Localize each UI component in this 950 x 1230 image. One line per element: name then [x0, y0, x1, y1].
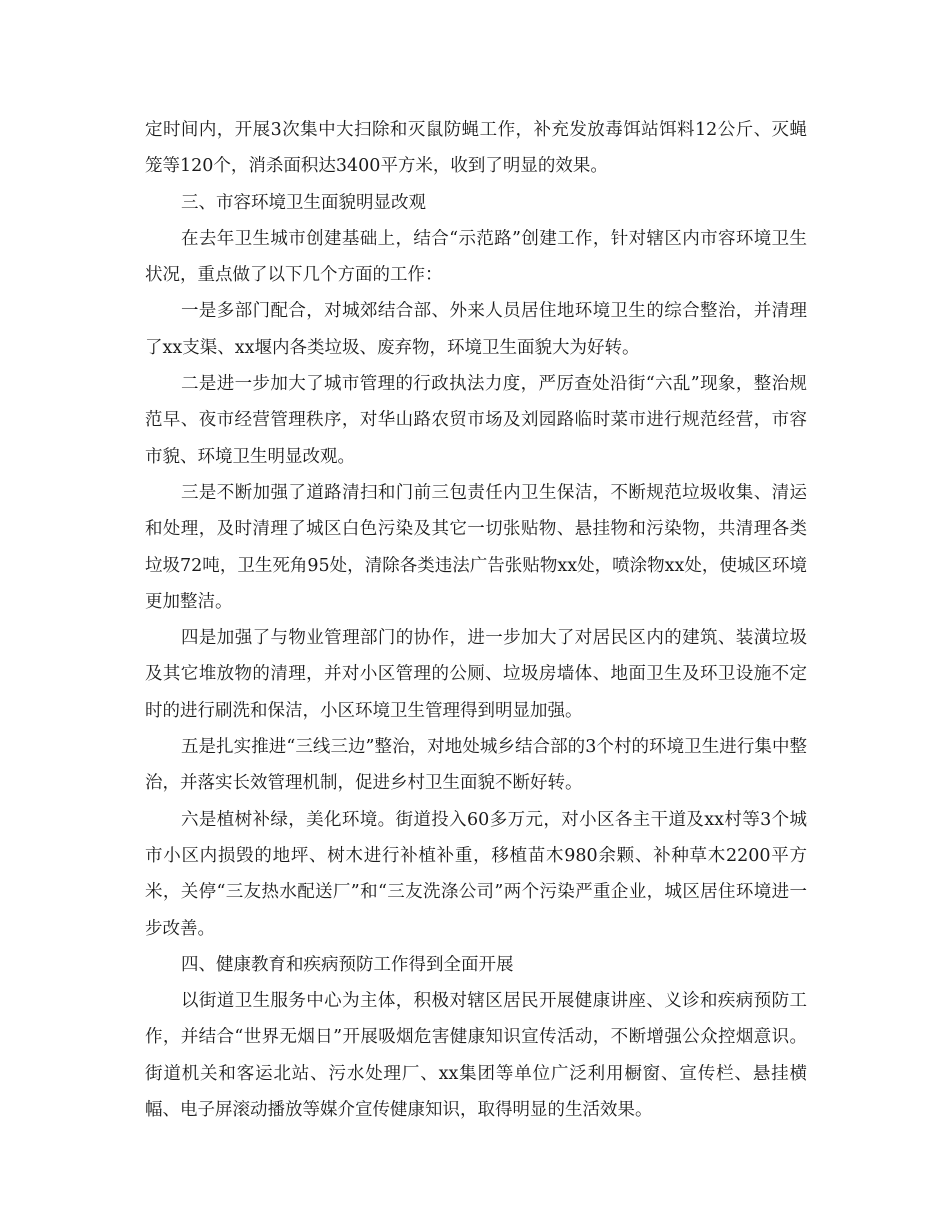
paragraph-item-1: 一是多部门配合，对城郊结合部、外来人员居住地环境卫生的综合整治，并清理了xx支渠、xx堰内各类垃圾、废弃物，环境卫生面貌大为好转。 — [145, 301, 807, 358]
paragraph-continuation: 定时间内，开展3次集中大扫除和灭鼠防蝇工作，补充发放毒饵站饵料12公斤、灭蝇笼等120个，消杀面积达3400平方米，收到了明显的效果。 — [145, 120, 807, 177]
paragraph-item-2: 二是进一步加大了城市管理的行政执法力度，严厉查处沿街“六乱”现象，整治规范早、夜市经营管理秩序，对华山路农贸市场及刘园路临时菜市进行规范经营，市容市貌、环境卫生明显改观。 — [145, 374, 807, 467]
section-heading-4: 四、健康教育和疾病预防工作得到全面开展 — [181, 954, 514, 975]
paragraph-item-3: 三是不断加强了道路清扫和门前三包责任内卫生保洁，不断规范垃圾收集、清运和处理，及时清理了城区白色污染及其它一切张贴物、悬挂物和污染物，共清理各类垃圾72吨，卫生死角95处，清除各类违法广告张贴物xx处，喷涂物xx处，使城区环境更加整洁。 — [145, 482, 807, 612]
paragraph-intro: 在去年卫生城市创建基础上，结合“示范路”创建工作，针对辖区内市容环境卫生状况，重点做了以下几个方面的工作： — [145, 228, 807, 286]
paragraph-item-5: 五是扎实推进“三线三边”整治，对地处城乡结合部的3个村的环境卫生进行集中整治，并落实长效管理机制，促进乡村卫生面貌不断好转。 — [145, 737, 807, 794]
section-heading-3: 三、市容环境卫生面貌明显改观 — [181, 192, 426, 213]
document-page — [145, 112, 807, 1128]
paragraph-health: 以街道卫生服务中心为主体，积极对辖区居民开展健康讲座、义诊和疾病预防工作，并结合“世界无烟日”开展吸烟危害健康知识宣传活动，不断增强公众控烟意识。街道机关和客运北站、污水处理厂、xx集团等单位广泛利用橱窗、宣传栏、悬挂横幅、电子屏滚动播放等媒介宣传健康知识，取得明显的生活效果。 — [145, 991, 807, 1121]
paragraph-item-6: 六是植树补绿，美化环境。街道投入60多万元，对小区各主干道及xx村等3个城市小区内损毁的地坪、树木进行补植补重，移植苗木980余颗、补种草木2200平方米，关停“三友热水配送厂”和“三友洗涤公司”两个污染严重企业，城区居住环境进一步改善。 — [145, 809, 807, 939]
paragraph-item-4: 四是加强了与物业管理部门的协作，进一步加大了对居民区内的建筑、装潢垃圾及其它堆放物的清理，并对小区管理的公厕、垃圾房墙体、地面卫生及环卫设施不定时的进行刷洗和保洁，小区环境卫生管理得到明显加强。 — [145, 628, 807, 721]
